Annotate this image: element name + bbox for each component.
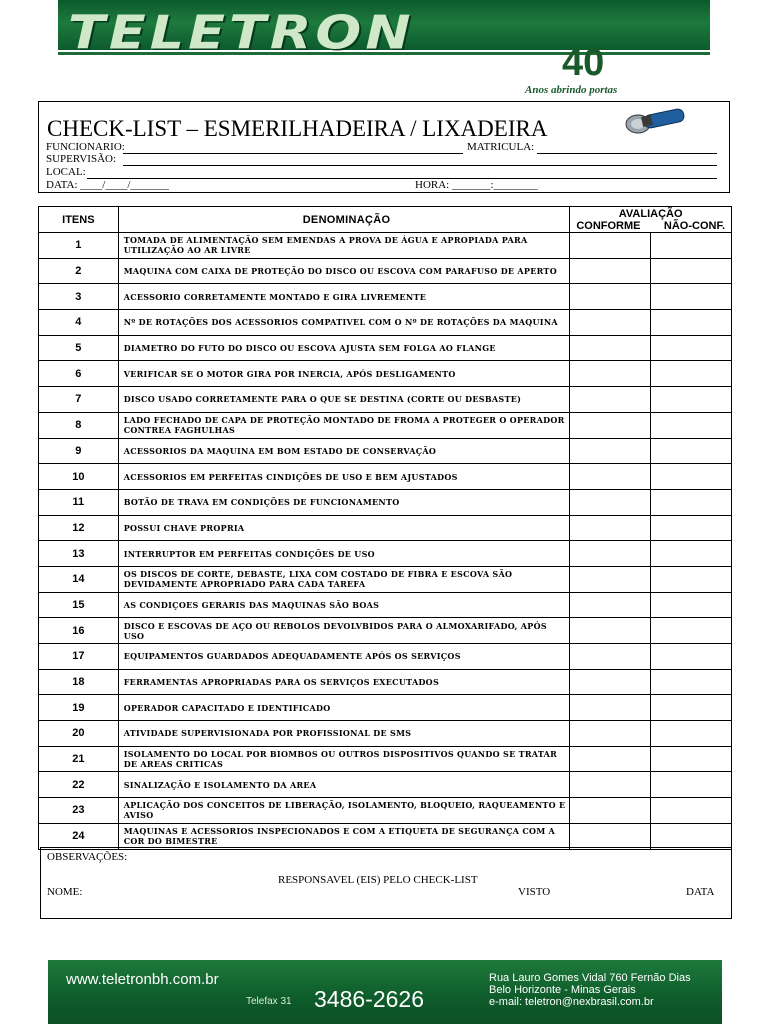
- item-number: 21: [39, 746, 119, 772]
- observations-box: [40, 847, 732, 919]
- company-logo: TELETRON: [68, 6, 415, 60]
- item-number: 7: [39, 387, 119, 413]
- item-description: AS CONDIÇOES GERARIS DAS MAQUINAS SÃO BOAS: [118, 592, 570, 618]
- item-description: MAQUINA COM CAIXA DE PROTEÇÃO DO DISCO OU ESCOVA COM PARAFUSO DE APERTO: [118, 258, 570, 284]
- nao-conforme-cell[interactable]: [651, 438, 732, 464]
- nao-conforme-cell[interactable]: [651, 412, 732, 438]
- item-number: 23: [39, 798, 119, 824]
- item-description: ACESSORIO CORRETAMENTE MONTADO E GIRA LIVREMENTE: [118, 284, 570, 310]
- table-row: [39, 669, 732, 695]
- table-row: [39, 772, 732, 798]
- nao-conforme-cell[interactable]: [651, 310, 732, 336]
- nao-conforme-cell[interactable]: [651, 541, 732, 567]
- table-row: [39, 489, 732, 515]
- item-description: ACESSORIOS EM PERFEITAS CINDIÇÕES DE USO E BEM AJUSTADOS: [118, 464, 570, 490]
- email-link[interactable]: e-mail: teletron@nexbrasil.com.br: [489, 996, 654, 1008]
- conforme-cell[interactable]: [570, 746, 651, 772]
- conforme-cell[interactable]: [570, 438, 651, 464]
- checklist-table: [38, 206, 732, 850]
- item-number: 9: [39, 438, 119, 464]
- funcionario-label: FUNCIONARIO:: [46, 141, 125, 153]
- item-number: 22: [39, 772, 119, 798]
- item-number: 14: [39, 566, 119, 592]
- conforme-cell[interactable]: [570, 618, 651, 644]
- table-row: [39, 258, 732, 284]
- item-number: 5: [39, 335, 119, 361]
- nao-conforme-cell[interactable]: [651, 746, 732, 772]
- item-number: 16: [39, 618, 119, 644]
- local-label: LOCAL:: [46, 166, 86, 178]
- conforme-cell[interactable]: [570, 233, 651, 259]
- col-itens-header: ITENS: [39, 207, 119, 233]
- table-row: [39, 541, 732, 567]
- conforme-cell[interactable]: [570, 721, 651, 747]
- nao-conforme-cell[interactable]: [651, 284, 732, 310]
- conforme-cell[interactable]: [570, 464, 651, 490]
- conforme-label: CONFORME: [576, 219, 641, 232]
- hora-field[interactable]: HORA: _______:________: [415, 179, 538, 191]
- item-number: 2: [39, 258, 119, 284]
- conforme-cell[interactable]: [570, 644, 651, 670]
- address-line-2: Belo Horizonte - Minas Gerais: [489, 984, 636, 996]
- table-row: [39, 644, 732, 670]
- avaliacao-label: AVALIAÇÃO: [618, 207, 683, 220]
- item-description: ATIVIDADE SUPERVISIONADA POR PROFISSIONAL DE SMS: [118, 721, 570, 747]
- item-description: EQUIPAMENTOS GUARDADOS ADEQUADAMENTE APÓS OS SERVIÇOS: [118, 644, 570, 670]
- conforme-cell[interactable]: [570, 489, 651, 515]
- item-description: APLICAÇÃO DOS CONCEITOS DE LIBERAÇÃO, ISOLAMENTO, BLOQUEIO, RAQUEAMENTO E AVISO: [118, 798, 570, 824]
- table-row: [39, 412, 732, 438]
- conforme-cell[interactable]: [570, 310, 651, 336]
- funcionario-field[interactable]: [123, 153, 463, 154]
- item-description: ISOLAMENTO DO LOCAL POR BIOMBOS OU OUTROS DISPOSITIVOS QUANDO SE TRATAR DE AREAS CRITICAS: [118, 746, 570, 772]
- header: [0, 0, 768, 100]
- page-title: CHECK-LIST – ESMERILHADEIRA / LIXADEIRA: [47, 116, 548, 141]
- item-description: LADO FECHADO DE CAPA DE PROTEÇÃO MONTADO DE FROMA A PROTEGER O OPERADOR CONTREA FAGHULHAS: [118, 412, 570, 438]
- conforme-cell[interactable]: [570, 772, 651, 798]
- table-row: [39, 746, 732, 772]
- responsavel-label: RESPONSAVEL (EIS) PELO CHECK-LIST: [278, 874, 478, 886]
- item-number: 11: [39, 489, 119, 515]
- nao-conforme-cell[interactable]: [651, 258, 732, 284]
- supervisao-field[interactable]: [123, 165, 717, 166]
- item-number: 18: [39, 669, 119, 695]
- nao-conforme-cell[interactable]: [651, 515, 732, 541]
- conforme-cell[interactable]: [570, 669, 651, 695]
- telefax-label: Telefax 31: [246, 996, 292, 1007]
- item-description: OS DISCOS DE CORTE, DEBASTE, LIXA COM COSTADO DE FIBRA E ESCOVA SÃO DEVIDAMENTE APROPRIADO PARA CADA TAREFA: [118, 566, 570, 592]
- item-description: INTERRUPTOR EM PERFEITAS CONDIÇÕES DE USO: [118, 541, 570, 567]
- conforme-cell[interactable]: [570, 258, 651, 284]
- nao-conforme-cell[interactable]: [651, 489, 732, 515]
- item-description: MAQUINAS E ACESSORIOS INSPECIONADOS E COM A ETIQUETA DE SEGURANÇA COM A COR DO BIMESTRE: [118, 823, 570, 849]
- col-denominacao-header: DENOMINAÇÃO: [118, 207, 570, 233]
- address-line-1: Rua Lauro Gomes Vidal 760 Fernão Dias: [489, 972, 691, 984]
- item-number: 19: [39, 695, 119, 721]
- table-row: [39, 798, 732, 824]
- item-description: BOTÃO DE TRAVA EM CONDIÇÕES DE FUNCIONAMENTO: [118, 489, 570, 515]
- nao-conf-label: NÃO-CONF.: [663, 219, 725, 232]
- conforme-cell[interactable]: [570, 361, 651, 387]
- conforme-cell[interactable]: [570, 798, 651, 824]
- conforme-cell[interactable]: [570, 566, 651, 592]
- table-row: [39, 361, 732, 387]
- address-block: [489, 972, 691, 1008]
- item-number: 6: [39, 361, 119, 387]
- matricula-field[interactable]: [537, 153, 717, 154]
- nao-conforme-cell[interactable]: [651, 233, 732, 259]
- conforme-cell[interactable]: [570, 823, 651, 849]
- item-description: ACESSORIOS DA MAQUINA EM BOM ESTADO DE CONSERVAÇÃO: [118, 438, 570, 464]
- table-row: [39, 284, 732, 310]
- item-description: SINALIZAÇÃO E ISOLAMENTO DA AREA: [118, 772, 570, 798]
- nao-conforme-cell[interactable]: [651, 669, 732, 695]
- item-description: VERIFICAR SE O MOTOR GIRA POR INERCIA, APÓS DESLIGAMENTO: [118, 361, 570, 387]
- item-number: 24: [39, 823, 119, 849]
- item-description: TOMADA DE ALIMENTAÇÃO SEM EMENDAS A PROVA DE ÁGUA E APROPIADA PARA UTILIZAÇÃO AO AR LIVRE: [118, 233, 570, 259]
- local-field[interactable]: [87, 178, 717, 179]
- table-row: [39, 464, 732, 490]
- table-row: [39, 438, 732, 464]
- nao-conforme-cell[interactable]: [651, 361, 732, 387]
- phone-number: 3486-2626: [314, 986, 424, 1012]
- nao-conforme-cell[interactable]: [651, 464, 732, 490]
- item-description: DISCO E ESCOVAS DE AÇO OU REBOLOS DEVOLVBIDOS PARA O ALMOXARIFADO, APÓS USO: [118, 618, 570, 644]
- nao-conforme-cell[interactable]: [651, 823, 732, 849]
- item-number: 13: [39, 541, 119, 567]
- anniversary-tagline: Anos abrindo portas: [525, 84, 618, 96]
- item-number: 20: [39, 721, 119, 747]
- table-row: [39, 695, 732, 721]
- nao-conforme-cell[interactable]: [651, 592, 732, 618]
- angle-grinder-icon: [622, 104, 692, 138]
- item-number: 10: [39, 464, 119, 490]
- anniversary-number: 40: [562, 42, 605, 84]
- nao-conforme-cell[interactable]: [651, 618, 732, 644]
- nao-conforme-cell[interactable]: [651, 387, 732, 413]
- conforme-cell[interactable]: [570, 695, 651, 721]
- item-number: 4: [39, 310, 119, 336]
- table-row: [39, 310, 732, 336]
- conforme-cell[interactable]: [570, 541, 651, 567]
- nao-conforme-cell[interactable]: [651, 695, 732, 721]
- visto-label: VISTO: [518, 886, 551, 898]
- nao-conforme-cell[interactable]: [651, 335, 732, 361]
- conforme-cell[interactable]: [570, 387, 651, 413]
- conforme-cell[interactable]: [570, 412, 651, 438]
- col-avaliacao-header: [570, 207, 732, 233]
- item-number: 3: [39, 284, 119, 310]
- item-description: FERRAMENTAS APROPRIADAS PARA OS SERVIÇOS EXECUTADOS: [118, 669, 570, 695]
- conforme-cell[interactable]: [570, 592, 651, 618]
- footer: [48, 960, 722, 1024]
- item-number: 15: [39, 592, 119, 618]
- supervisao-label: SUPERVISÃO:: [46, 153, 117, 165]
- item-description: DIAMETRO DO FUTO DO DISCO OU ESCOVA AJUSTA SEM FOLGA AO FLANGE: [118, 335, 570, 361]
- matricula-label: MATRICULA:: [467, 141, 535, 153]
- observacoes-label: OBSERVAÇÕES:: [47, 851, 128, 863]
- item-description: DISCO USADO CORRETAMENTE PARA O QUE SE DESTINA (CORTE OU DESBASTE): [118, 387, 570, 413]
- item-number: 8: [39, 412, 119, 438]
- conforme-cell[interactable]: [570, 335, 651, 361]
- nao-conforme-cell[interactable]: [651, 644, 732, 670]
- nao-conforme-cell[interactable]: [651, 566, 732, 592]
- data-signature-label: DATA: [686, 886, 715, 898]
- item-description: Nº DE ROTAÇÕES DOS ACESSORIOS COMPATIVEL COM O Nº DE ROTAÇÕES DA MAQUINA: [118, 310, 570, 336]
- data-field[interactable]: DATA: ____/____/_______: [46, 179, 169, 191]
- item-description: OPERADOR CAPACITADO E IDENTIFICADO: [118, 695, 570, 721]
- website-link[interactable]: www.teletronbh.com.br: [66, 971, 219, 988]
- table-row: [39, 592, 732, 618]
- table-row: [39, 618, 732, 644]
- nao-conforme-cell[interactable]: [651, 772, 732, 798]
- form-header-box: [38, 101, 730, 193]
- item-number: 12: [39, 515, 119, 541]
- nome-label: NOME:: [47, 886, 83, 898]
- table-row: [39, 335, 732, 361]
- table-row: [39, 566, 732, 592]
- conforme-cell[interactable]: [570, 284, 651, 310]
- item-description: POSSUI CHAVE PROPRIA: [118, 515, 570, 541]
- item-number: 1: [39, 233, 119, 259]
- nao-conforme-cell[interactable]: [651, 721, 732, 747]
- table-row: [39, 233, 732, 259]
- table-row: [39, 387, 732, 413]
- item-number: 17: [39, 644, 119, 670]
- table-row: [39, 515, 732, 541]
- nao-conforme-cell[interactable]: [651, 798, 732, 824]
- conforme-cell[interactable]: [570, 515, 651, 541]
- table-row: [39, 823, 732, 849]
- table-row: [39, 721, 732, 747]
